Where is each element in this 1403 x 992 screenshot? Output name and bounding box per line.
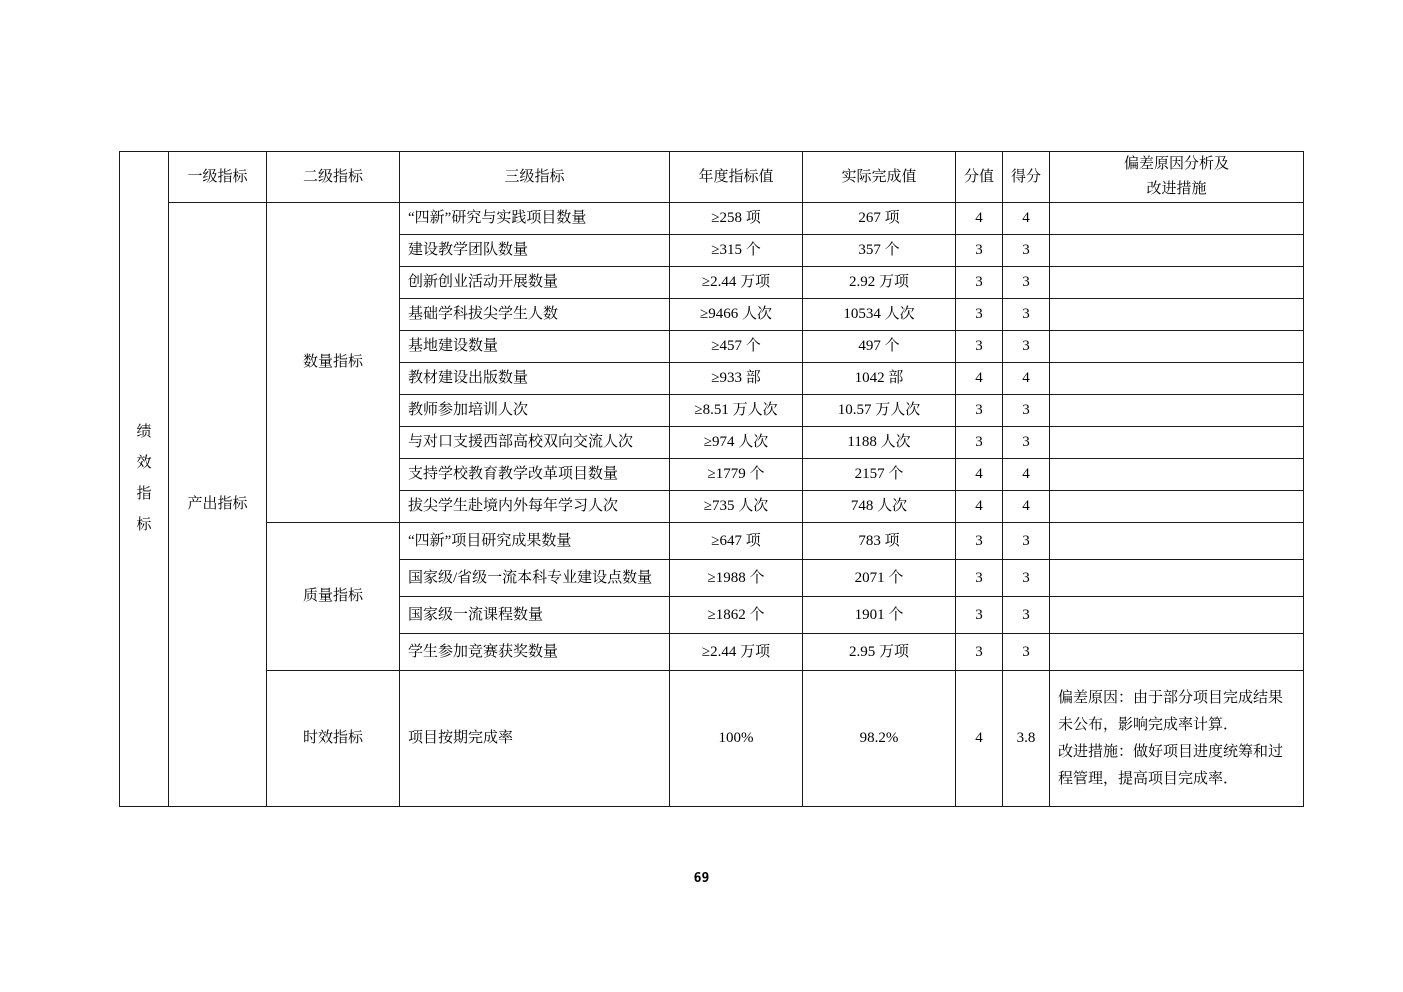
level2-indicator-cell: 数量指标 bbox=[267, 203, 400, 523]
actual-value-cell: 267 项 bbox=[803, 203, 956, 235]
level3-indicator-cell: 国家级一流课程数量 bbox=[400, 597, 670, 634]
level3-indicator-cell: 支持学校教育教学改革项目数量 bbox=[400, 459, 670, 491]
score-value-cell: 3 bbox=[956, 597, 1003, 634]
deviation-analysis-cell bbox=[1050, 331, 1304, 363]
deviation-analysis-cell bbox=[1050, 363, 1304, 395]
score-value-cell: 3 bbox=[956, 634, 1003, 671]
deviation-analysis-cell bbox=[1050, 235, 1304, 267]
score-value-cell: 3 bbox=[956, 331, 1003, 363]
header-deviation-analysis bbox=[1050, 152, 1304, 203]
score-cell: 3 bbox=[1003, 427, 1050, 459]
score-cell: 3 bbox=[1003, 299, 1050, 331]
actual-value-cell: 2157 个 bbox=[803, 459, 956, 491]
table-header-row bbox=[120, 152, 1304, 203]
actual-value-cell: 357 个 bbox=[803, 235, 956, 267]
level3-indicator-cell: 项目按期完成率 bbox=[400, 671, 670, 807]
actual-value-cell: 1188 人次 bbox=[803, 427, 956, 459]
score-cell: 3 bbox=[1003, 267, 1050, 299]
score-value-cell: 3 bbox=[956, 395, 1003, 427]
level3-indicator-cell: “四新”研究与实践项目数量 bbox=[400, 203, 670, 235]
actual-value-cell: 2.95 万项 bbox=[803, 634, 956, 671]
actual-value-cell: 748 人次 bbox=[803, 491, 956, 523]
level1-indicator-cell: 产出指标 bbox=[169, 203, 267, 807]
actual-value-cell: 1901 个 bbox=[803, 597, 956, 634]
performance-group-cell bbox=[120, 152, 169, 807]
annual-target-cell: ≥258 项 bbox=[670, 203, 803, 235]
score-cell: 3 bbox=[1003, 597, 1050, 634]
actual-value-cell: 783 项 bbox=[803, 523, 956, 560]
page-number: 69 bbox=[693, 871, 710, 886]
annual-target-cell: ≥2.44 万项 bbox=[670, 634, 803, 671]
annual-target-cell: ≥974 人次 bbox=[670, 427, 803, 459]
score-cell: 3 bbox=[1003, 560, 1050, 597]
annual-target-cell: 100% bbox=[670, 671, 803, 807]
score-value-cell: 4 bbox=[956, 671, 1003, 807]
deviation-analysis-cell bbox=[1050, 491, 1304, 523]
level3-indicator-cell: 教师参加培训人次 bbox=[400, 395, 670, 427]
deviation-paragraph: 偏差原因：由于部分项目完成结果未公布，影响完成率计算． bbox=[1058, 689, 1284, 733]
score-value-cell: 4 bbox=[956, 203, 1003, 235]
score-cell: 3.8 bbox=[1003, 671, 1050, 807]
deviation-analysis-cell bbox=[1050, 671, 1304, 807]
score-value-cell: 3 bbox=[956, 299, 1003, 331]
level2-indicator-cell: 质量指标 bbox=[267, 523, 400, 671]
header-level1-indicator: 一级指标 bbox=[169, 152, 267, 203]
deviation-analysis-cell bbox=[1050, 299, 1304, 331]
level3-indicator-cell: 与对口支援西部高校双向交流人次 bbox=[400, 427, 670, 459]
annual-target-cell: ≥1779 个 bbox=[670, 459, 803, 491]
deviation-analysis-cell bbox=[1050, 427, 1304, 459]
annual-target-cell: ≥9466 人次 bbox=[670, 299, 803, 331]
level3-indicator-cell: 拔尖学生赴境内外每年学习人次 bbox=[400, 491, 670, 523]
annual-target-cell: ≥933 部 bbox=[670, 363, 803, 395]
deviation-analysis-cell bbox=[1050, 597, 1304, 634]
score-value-cell: 3 bbox=[956, 267, 1003, 299]
level2-indicator-cell: 时效指标 bbox=[267, 671, 400, 807]
score-value-cell: 4 bbox=[956, 459, 1003, 491]
annual-target-cell: ≥2.44 万项 bbox=[670, 267, 803, 299]
score-cell: 4 bbox=[1003, 203, 1050, 235]
performance-indicator-table bbox=[119, 151, 1304, 807]
annual-target-cell: ≥647 项 bbox=[670, 523, 803, 560]
deviation-paragraph: 改进措施：做好项目进度统筹和过程管理，提高项目完成率． bbox=[1058, 743, 1284, 787]
deviation-analysis-cell bbox=[1050, 634, 1304, 671]
deviation-analysis-cell bbox=[1050, 459, 1304, 491]
header-deviation-line1: 偏差原因分析及 bbox=[1123, 156, 1229, 172]
header-annual-target: 年度指标值 bbox=[670, 152, 803, 203]
score-cell: 3 bbox=[1003, 634, 1050, 671]
level3-indicator-cell: 基地建设数量 bbox=[400, 331, 670, 363]
level3-indicator-cell: 基础学科拔尖学生人数 bbox=[400, 299, 670, 331]
table-row bbox=[120, 203, 1304, 235]
actual-value-cell: 98.2% bbox=[803, 671, 956, 807]
group-label: 绩效指标 bbox=[136, 424, 152, 533]
deviation-analysis-cell bbox=[1050, 523, 1304, 560]
annual-target-cell: ≥315 个 bbox=[670, 235, 803, 267]
actual-value-cell: 10.57 万人次 bbox=[803, 395, 956, 427]
score-cell: 4 bbox=[1003, 363, 1050, 395]
score-cell: 4 bbox=[1003, 491, 1050, 523]
score-value-cell: 4 bbox=[956, 491, 1003, 523]
score-value-cell: 3 bbox=[956, 427, 1003, 459]
header-level3-indicator: 三级指标 bbox=[400, 152, 670, 203]
level3-indicator-cell: 学生参加竞赛获奖数量 bbox=[400, 634, 670, 671]
score-value-cell: 3 bbox=[956, 560, 1003, 597]
header-deviation-line2: 改进措施 bbox=[1146, 181, 1207, 197]
score-cell: 3 bbox=[1003, 331, 1050, 363]
annual-target-cell: ≥1862 个 bbox=[670, 597, 803, 634]
actual-value-cell: 497 个 bbox=[803, 331, 956, 363]
header-score-value: 分值 bbox=[956, 152, 1003, 203]
level3-indicator-cell: 建设教学团队数量 bbox=[400, 235, 670, 267]
annual-target-cell: ≥457 个 bbox=[670, 331, 803, 363]
annual-target-cell: ≥8.51 万人次 bbox=[670, 395, 803, 427]
score-value-cell: 3 bbox=[956, 235, 1003, 267]
annual-target-cell: ≥735 人次 bbox=[670, 491, 803, 523]
score-cell: 3 bbox=[1003, 235, 1050, 267]
actual-value-cell: 2.92 万项 bbox=[803, 267, 956, 299]
score-value-cell: 3 bbox=[956, 523, 1003, 560]
actual-value-cell: 10534 人次 bbox=[803, 299, 956, 331]
deviation-analysis-cell bbox=[1050, 203, 1304, 235]
actual-value-cell: 1042 部 bbox=[803, 363, 956, 395]
header-actual-value: 实际完成值 bbox=[803, 152, 956, 203]
deviation-analysis-cell bbox=[1050, 267, 1304, 299]
score-value-cell: 4 bbox=[956, 363, 1003, 395]
annual-target-cell: ≥1988 个 bbox=[670, 560, 803, 597]
header-level2-indicator: 二级指标 bbox=[267, 152, 400, 203]
table-row bbox=[120, 523, 1304, 560]
level3-indicator-cell: “四新”项目研究成果数量 bbox=[400, 523, 670, 560]
level3-indicator-cell: 国家级/省级一流本科专业建设点数量 bbox=[400, 560, 670, 597]
table-row bbox=[120, 671, 1304, 807]
score-cell: 3 bbox=[1003, 395, 1050, 427]
score-cell: 3 bbox=[1003, 523, 1050, 560]
deviation-analysis-cell bbox=[1050, 560, 1304, 597]
score-cell: 4 bbox=[1003, 459, 1050, 491]
level3-indicator-cell: 创新创业活动开展数量 bbox=[400, 267, 670, 299]
header-score: 得分 bbox=[1003, 152, 1050, 203]
level3-indicator-cell: 教材建设出版数量 bbox=[400, 363, 670, 395]
actual-value-cell: 2071 个 bbox=[803, 560, 956, 597]
deviation-analysis-cell bbox=[1050, 395, 1304, 427]
